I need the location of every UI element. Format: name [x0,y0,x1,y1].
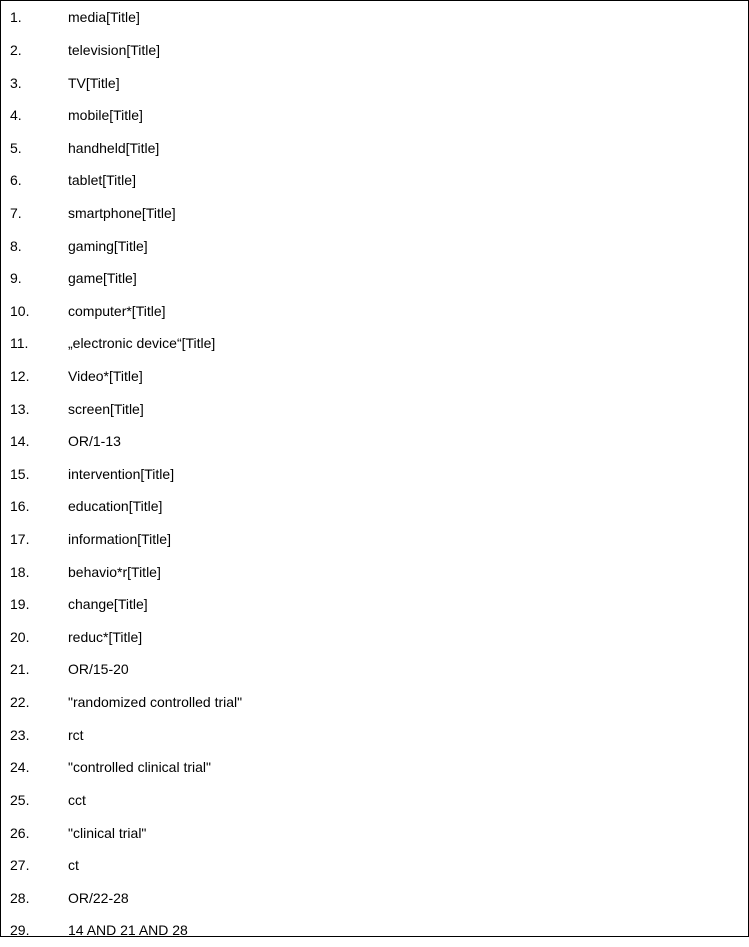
table-row [1,229,748,262]
table-row [1,555,748,588]
search-query: ct [68,857,79,874]
search-query: TV[Title] [68,74,120,91]
table-row [1,653,748,686]
table-row [1,294,748,327]
search-query: television[Title] [68,41,161,58]
table-row [1,425,748,458]
row-number: 27. [10,857,30,874]
table-row [1,327,748,360]
search-query: "clinical trial" [68,824,147,841]
table-row [1,34,748,67]
search-query: computer*[Title] [68,302,166,319]
row-number: 26. [10,824,30,841]
table-row [1,262,748,295]
row-number: 8. [10,237,22,254]
row-number: 16. [10,498,30,515]
search-query: media[Title] [68,9,140,26]
row-number: 17. [10,531,30,548]
row-number: 2. [10,41,22,58]
row-number: 19. [10,596,30,613]
table-row [1,197,748,230]
table-row [1,66,748,99]
table-row [1,914,748,947]
row-number: 4. [10,107,22,124]
row-number: 23. [10,726,30,743]
table-row [1,458,748,491]
search-query: "controlled clinical trial" [68,759,211,776]
row-number: 1. [10,9,22,26]
search-query: intervention[Title] [68,465,175,482]
table-row [1,588,748,621]
row-number: 7. [10,204,22,221]
search-query: screen[Title] [68,400,144,417]
search-query: tablet[Title] [68,172,136,189]
table-row [1,164,748,197]
table-row [1,849,748,882]
search-query: gaming[Title] [68,237,148,254]
search-query: "randomized controlled trial" [68,694,243,711]
row-number: 3. [10,74,22,91]
table-row [1,99,748,132]
search-strategy-rows [1,1,748,947]
table-row [1,490,748,523]
search-query: education[Title] [68,498,163,515]
search-query: OR/22-28 [68,889,129,906]
row-number: 9. [10,270,22,287]
table-row [1,816,748,849]
table-row [1,718,748,751]
search-query: smartphone[Title] [68,204,176,221]
row-number: 6. [10,172,22,189]
table-row [1,686,748,719]
table-row [1,881,748,914]
row-number: 12. [10,368,30,384]
row-number: 25. [10,791,30,808]
row-number: 14. [10,433,30,450]
row-number: 18. [10,563,30,580]
search-query: OR/1-13 [68,433,121,450]
table-row [1,131,748,164]
search-query: information[Title] [68,531,171,548]
search-query: 14 AND 21 AND 28 [68,922,188,939]
row-number: 11. [10,335,29,352]
search-query: game[Title] [68,270,137,287]
table-row [1,360,748,393]
table-row [1,621,748,654]
row-number: 10. [10,302,30,319]
table-row [1,392,748,425]
row-number: 15. [10,465,30,482]
row-number: 22. [10,694,30,711]
table-row [1,523,748,556]
search-query: cct [68,791,86,808]
search-strategy-grid [1,1,748,947]
search-query: mobile[Title] [68,107,143,124]
row-number: 5. [10,139,22,156]
row-number: 13. [10,400,30,417]
search-query: reduc*[Title] [68,628,143,645]
search-query: behavio*r[Title] [68,563,161,580]
table-row [1,1,748,34]
table-row [1,751,748,784]
row-number: 29. [10,922,30,939]
search-query: rct [68,726,84,743]
search-query: „electronic device“[Title] [68,335,216,352]
row-number: 28. [10,889,30,906]
search-query: change[Title] [68,596,148,613]
table-row [1,784,748,817]
search-query: Video*[Title] [68,368,143,384]
search-query: OR/15-20 [68,661,129,678]
row-number: 24. [10,759,30,776]
row-number: 21. [10,661,30,678]
row-number: 20. [10,628,30,645]
search-query: handheld[Title] [68,139,160,156]
